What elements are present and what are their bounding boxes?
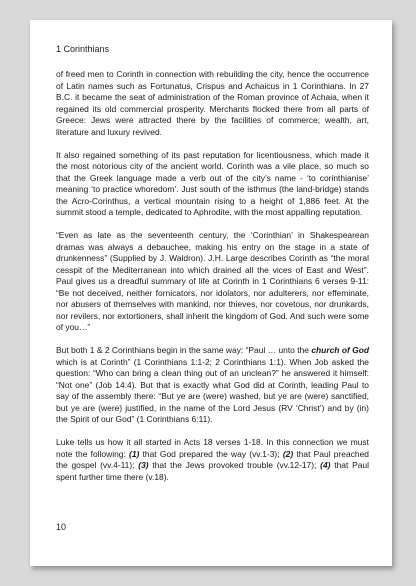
paragraph-acts-points: [56, 437, 369, 483]
page-number: 10: [56, 522, 67, 532]
acts-intro: Luke tells us how it all started in Acts 18 verses 1-18. In this connection we must note the following:: [56, 437, 369, 459]
paragraph-corinth-reputation: It also regained something of its past reputation for licentiousness, which made it the most notorious city of the ancient world. Corinth was a vile place, so much so that the Greek language made a verb out of the city’s name - ‘to corinthianise’ meaning ‘to practice whoredom’. Just south of the isthmus (the land-bridge) stands the Acro-Corinthus, a vertical mountain rising to a height of 1,886 feet. At the summit stood a temple, dedicated to Aphrodite, with the most appalling reputation.: [56, 149, 369, 217]
point-number-4: (4): [320, 460, 331, 470]
paragraph-corinth-history: of freed men to Corinth in connection with rebuilding the city, hence the occurrence of Latin names such as Fortunatus, Crispus and Achaicus in 1 Corinthians. In 27 B.C. it became the seat of administration of the Roman province of Achaia, when it regained its old commercial prosperity. Merchants flocked there from all parts of Greece: Jews were attracted there by the facilities of commerce; wealth, art, literature and luxury revived.: [56, 69, 369, 137]
running-head: 1 Corinthians: [56, 44, 110, 54]
church-of-god-emphasis: church of God: [311, 345, 370, 355]
book-page: [30, 20, 392, 566]
body-text: [56, 69, 369, 495]
church-text-before: But both 1 & 2 Corinthians begin in the same way: “Paul … unto the: [56, 345, 312, 355]
point-number-2: (2): [282, 448, 294, 459]
church-text-after: which is at Corinth” (1 Corinthians 1:1-2; 2 Corinthians 1:1). When Job asked the question: “Who can bring a clean thing out of an unclean?” he answered it himself: “Not one” (Job 14:4). But that is exactly what God did at Corinth, leading Paul to say of the assembly there: “But ye are (were) washed, but ye are (were) sanctified, but ye are (were) justified, in the name of the Lord Jesus (RV ‘Christ’) and by (in) the Spirit of our God” (1 Corinthians 6:11).: [56, 356, 369, 424]
point-number-1: (1): [129, 448, 140, 459]
paragraph-corinth-vices: “Even as late as the seventeenth century, the ‘Corinthian’ in Shakespearean dramas was always a debauchee, making his entry on the stage in a state of drunkenness” (Supplied by J. Waldron). J.H. Large describes Corinth as “the moral cesspit of the Mediterranean into which drained all the vices of East and West”. Paul gives us a dreadful summary of life at Corinth in 1 Corinthians 6 verses 9-11: “Be not deceived, neither fornicators, nor idolators, nor adulterers, nor effeminate, nor abusers of themselves with mankind, nor thieves, nor covetous, nor drunkards, nor revilers, nor extortioners, shall inherit the kingdom of God. And such were some of you…”: [56, 230, 369, 332]
paragraph-church-of-god: [56, 345, 369, 426]
point-text-4: that Paul spent further time there (v.18).: [56, 460, 369, 482]
point-text-2: that Paul preached the gospel (vv.4-11);: [56, 448, 369, 470]
point-text-1: that God prepared the way (vv.1-3);: [139, 448, 283, 459]
point-text-3: that the Jews provoked trouble (vv.12-17);: [148, 460, 321, 470]
point-number-3: (3): [138, 460, 149, 470]
